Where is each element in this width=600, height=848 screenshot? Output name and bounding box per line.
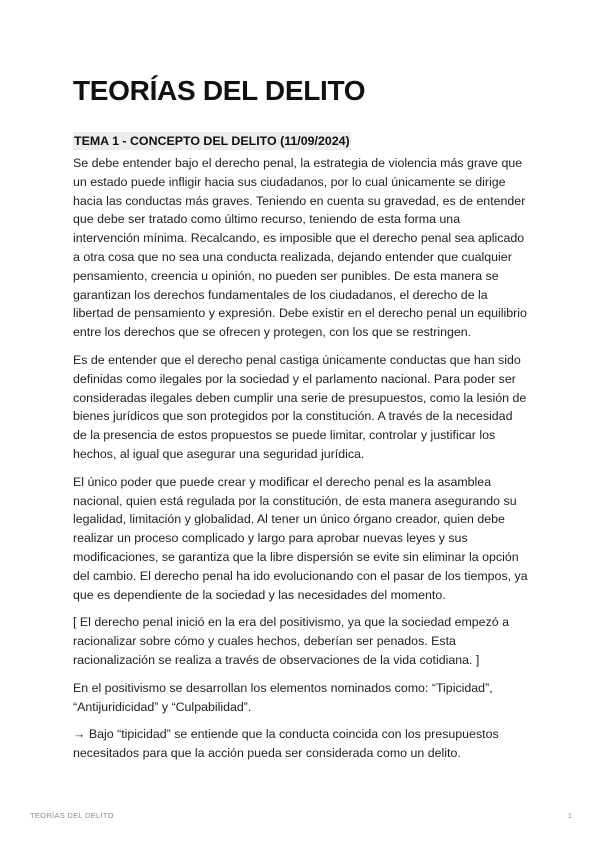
paragraph-4: [ El derecho penal inició en la era del positivismo, ya que la sociedad empezó a racionalizar sobre cómo y cuales hechos, deberían ser penados. Esta racionalización se realiza a través de observaciones de la vida cotidiana. ] <box>73 615 509 667</box>
paragraph-2: Es de entender que el derecho penal castiga únicamente conductas que han sido definidas como ilegales por la sociedad y el parlamento nacional. Para poder ser consideradas ilegales deben cumplir una serie de presupuestos, como la lesión de bienes jurídicos que son protegidos por la constitución. A través de la necesidad de la presencia de estos propuestos se puede limitar, controlar y justificar los hechos, al igual que asegurar una seguridad jurídica. <box>73 352 527 461</box>
section-heading: TEMA 1 - CONCEPTO DEL DELITO (11/09/2024) <box>74 134 350 148</box>
paragraph-6: → Bajo “tipicidad” se entiende que la conducta coincida con los presupuestos necesitados para que la acción pueda ser considerada como un delito. <box>73 727 499 761</box>
footer-page-number: 1 <box>567 811 572 820</box>
document-title: TEORÍAS DEL DELITO <box>73 75 366 106</box>
paragraph-5: En el positivismo se desarrollan los elementos nominados como: “Tipicidad”, “Antijuridicidad” y “Culpabilidad”. <box>73 680 493 714</box>
footer-title: TEORÍAS DEL DELITO <box>30 811 114 820</box>
paragraph-1: Se debe entender bajo el derecho penal, la estrategia de violencia más grave que un estado puede infligir hacia sus ciudadanos, por lo cual únicamente se dirige hacia las conductas más graves. Teniendo en cuenta su gravedad, es de entender que debe ser tratado como último recurso, teniendo de esta forma una intervención mínima. Recalcando, es imposible que el derecho penal sea aplicado a otra cosa que no sea una conducta realizada, dejando entender que cualquier pensamiento, creencia u opinión, no pueden ser punibles. De esta manera se garantizan los derechos fundamentales de los ciudadanos, el derecho de la libertad de pensamiento y expresión. Debe existir en el derecho penal un equilibrio entre los derechos que se ofrecen y protegen, con los que se restringen. <box>73 156 527 340</box>
page-content <box>73 70 529 763</box>
paragraph-3: El único poder que puede crear y modificar el derecho penal es la asamblea nacional, quien está regulada por la constitución, de esta manera asegurando su legalidad, limitación y globalidad. Al tener un único órgano creador, quien debe realizar un proceso complicado y largo para aprobar nuevas leyes y sus modificaciones, se garantiza que la libre dispersión se evite sin eliminar la opción del cambio. El derecho penal ha ido evolucionando con el pasar de los tiempos, ya que es dependiente de la sociedad y las necesidades del momento. <box>73 474 528 602</box>
